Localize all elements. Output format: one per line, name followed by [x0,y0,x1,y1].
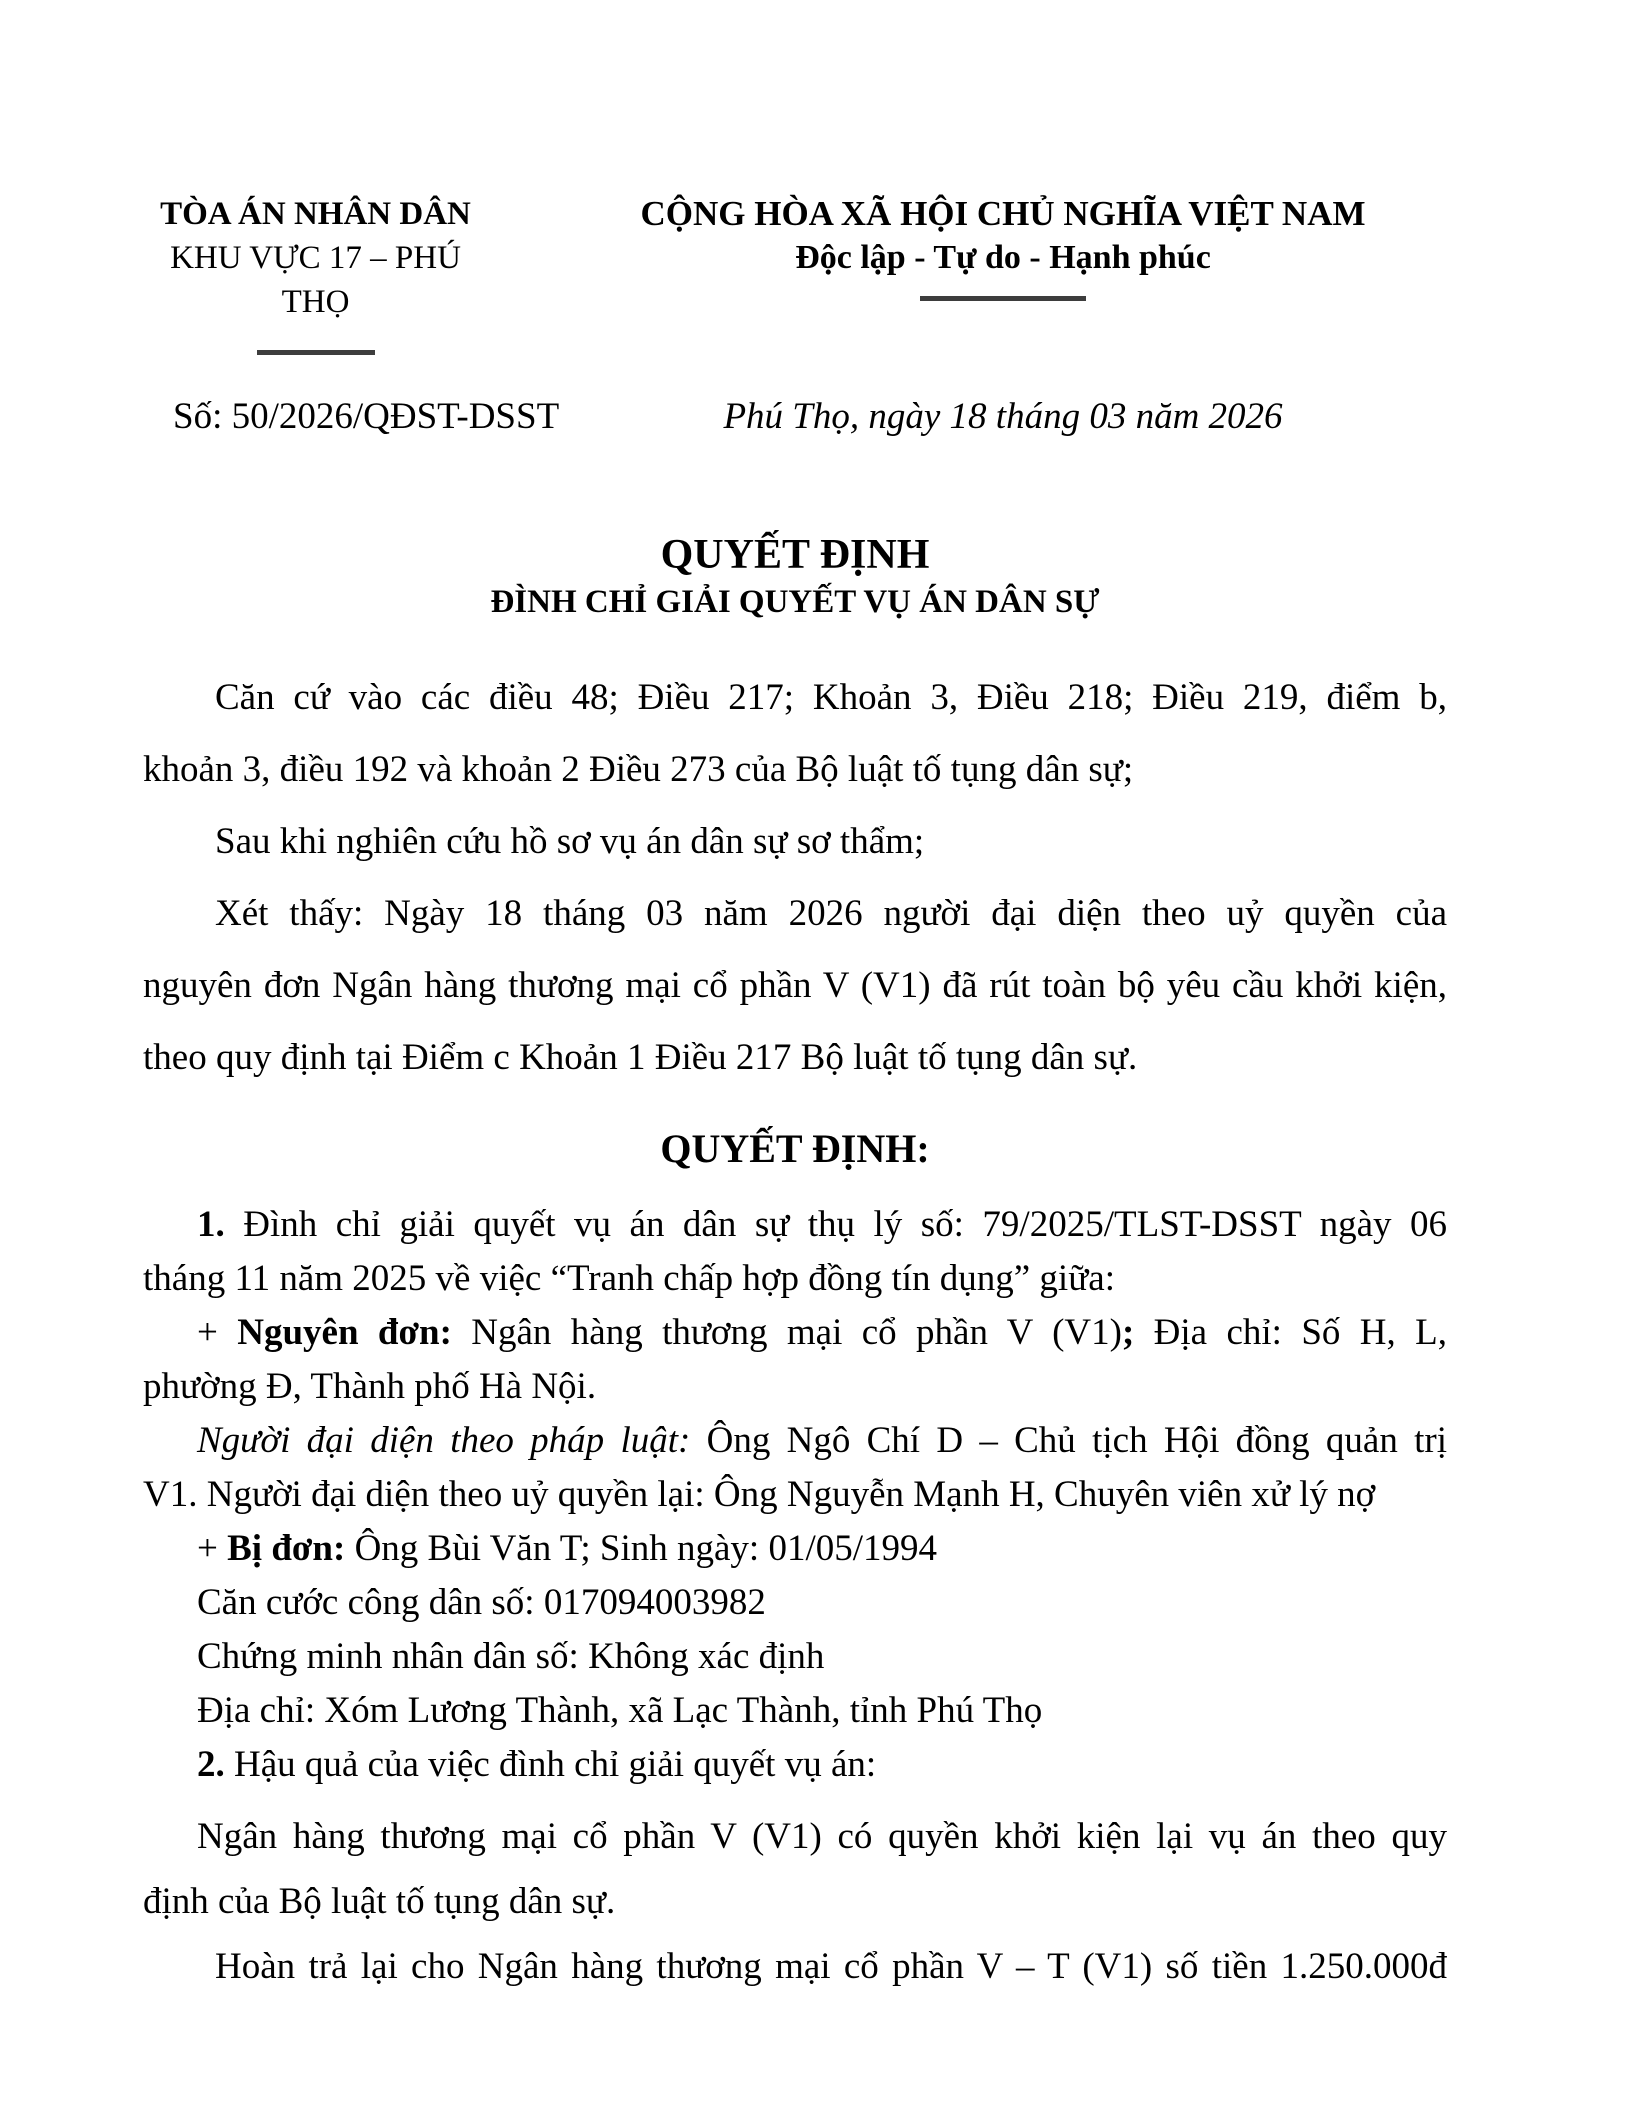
defendant-line [143,1522,1447,1576]
preamble-line: Căn cứ vào các điều 48; Điều 217; Khoản 3, Điều 218; Điều 219, điểm b, [215,677,1447,718]
plaintiff-plus-sign: + [197,1312,238,1353]
plaintiff-separator: ; [1121,1312,1135,1353]
preamble-section [143,662,1447,1094]
court-region: KHU VỰC 17 – PHÚ THỌ [170,240,461,320]
consequence-line: Ngân hàng thương mại cổ phần V (V1) có quyền khởi kiện lại vụ án theo quy [197,1816,1447,1857]
preamble-line: Xét thấy: Ngày 18 tháng 03 năm 2026 người đại diện theo uỷ quyền của [215,893,1447,934]
national-motto: Độc lập - Tự do - Hạnh phúc [795,239,1211,276]
operative-item-1 [143,1198,1447,1792]
representative-line-1 [143,1414,1447,1468]
item2-heading-text: Hậu quả của việc đình chỉ giải quyết vụ án: [224,1744,877,1785]
plaintiff-label: Nguyên đơn: [237,1312,452,1353]
preamble-line: khoản 3, điều 192 và khoản 2 Điều 273 của Bộ luật tố tụng dân sự; [143,749,1134,790]
operative-item-2 [143,1804,1447,1999]
title-sub: ĐÌNH CHỈ GIẢI QUYẾT VỤ ÁN DÂN SỰ [490,584,1100,620]
motto-underline [920,296,1086,301]
document-header [143,192,1447,355]
item2-heading-line [143,1738,1447,1792]
republic-name: CỘNG HÒA XÃ HỘI CHỦ NGHĨA VIỆT NAM [640,194,1366,233]
national-motto-block [563,192,1443,301]
old-id-line: Chứng minh nhân dân số: Không xác định [197,1636,825,1677]
plaintiff-name: Ngân hàng thương mại cổ phần V (V1) [451,1312,1122,1353]
refund-line: Hoàn trả lại cho Ngân hàng thương mại cổ phần V – T (V1) số tiền 1.250.000đ [215,1946,1447,1987]
place-dateline: Phú Thọ, ngày 18 tháng 03 năm 2026 [723,396,1283,437]
legal-representative-name: Ông Ngô Chí D – Chủ tịch Hội đồng quản trị [690,1420,1447,1461]
plaintiff-line-1 [143,1306,1447,1360]
preamble-line: Sau khi nghiên cứu hồ sơ vụ án dân sự sơ thẩm; [215,821,925,862]
item1-text: Đình chỉ giải quyết vụ án dân sự thụ lý số: 79/2025/TLST-DSST ngày 06 [224,1204,1447,1245]
defendant-name: Ông Bùi Văn T; Sinh ngày: 01/05/1994 [345,1528,938,1569]
court-underline [257,350,375,355]
item1-number: 1. [197,1204,225,1245]
court-name: TÒA ÁN NHÂN DÂN [160,196,471,232]
defendant-address-line: Địa chỉ: Xóm Lương Thành, xã Lạc Thành, tỉnh Phú Thọ [197,1690,1043,1731]
preamble-line: nguyên đơn Ngân hàng thương mại cổ phần V (V1) đã rút toàn bộ yêu cầu khởi kiện, [143,965,1447,1006]
defendant-plus-sign: + [197,1528,228,1569]
title-block [143,530,1447,624]
citizen-id-line: Căn cước công dân số: 017094003982 [197,1582,766,1623]
document-number: Số: 50/2026/QĐST-DSST [173,396,560,437]
item1-line-2: tháng 11 năm 2025 về việc “Tranh chấp hợp đồng tín dụng” giữa: [143,1258,1115,1299]
issuing-court-block [143,192,488,355]
decision-heading: QUYẾT ĐỊNH: [660,1126,930,1171]
preamble-line: theo quy định tại Điểm c Khoản 1 Điều 217 Bộ luật tố tụng dân sự. [143,1037,1138,1078]
representative-line-2: V1. Người đại diện theo uỷ quyền lại: Ông Nguyễn Mạnh H, Chuyên viên xử lý nợ [143,1474,1376,1515]
item1-line-1 [143,1198,1447,1252]
legal-representative-label: Người đại diện theo pháp luật: [197,1420,691,1461]
consequence-line: định của Bộ luật tố tụng dân sự. [143,1881,616,1922]
plaintiff-address-start: Địa chỉ: Số H, L, [1134,1312,1447,1353]
plaintiff-line-2: phường Đ, Thành phố Hà Nội. [143,1366,597,1407]
item2-number: 2. [197,1744,225,1785]
defendant-label: Bị đơn: [227,1528,346,1569]
number-date-row [143,395,1447,438]
title-main: QUYẾT ĐỊNH [660,532,930,578]
